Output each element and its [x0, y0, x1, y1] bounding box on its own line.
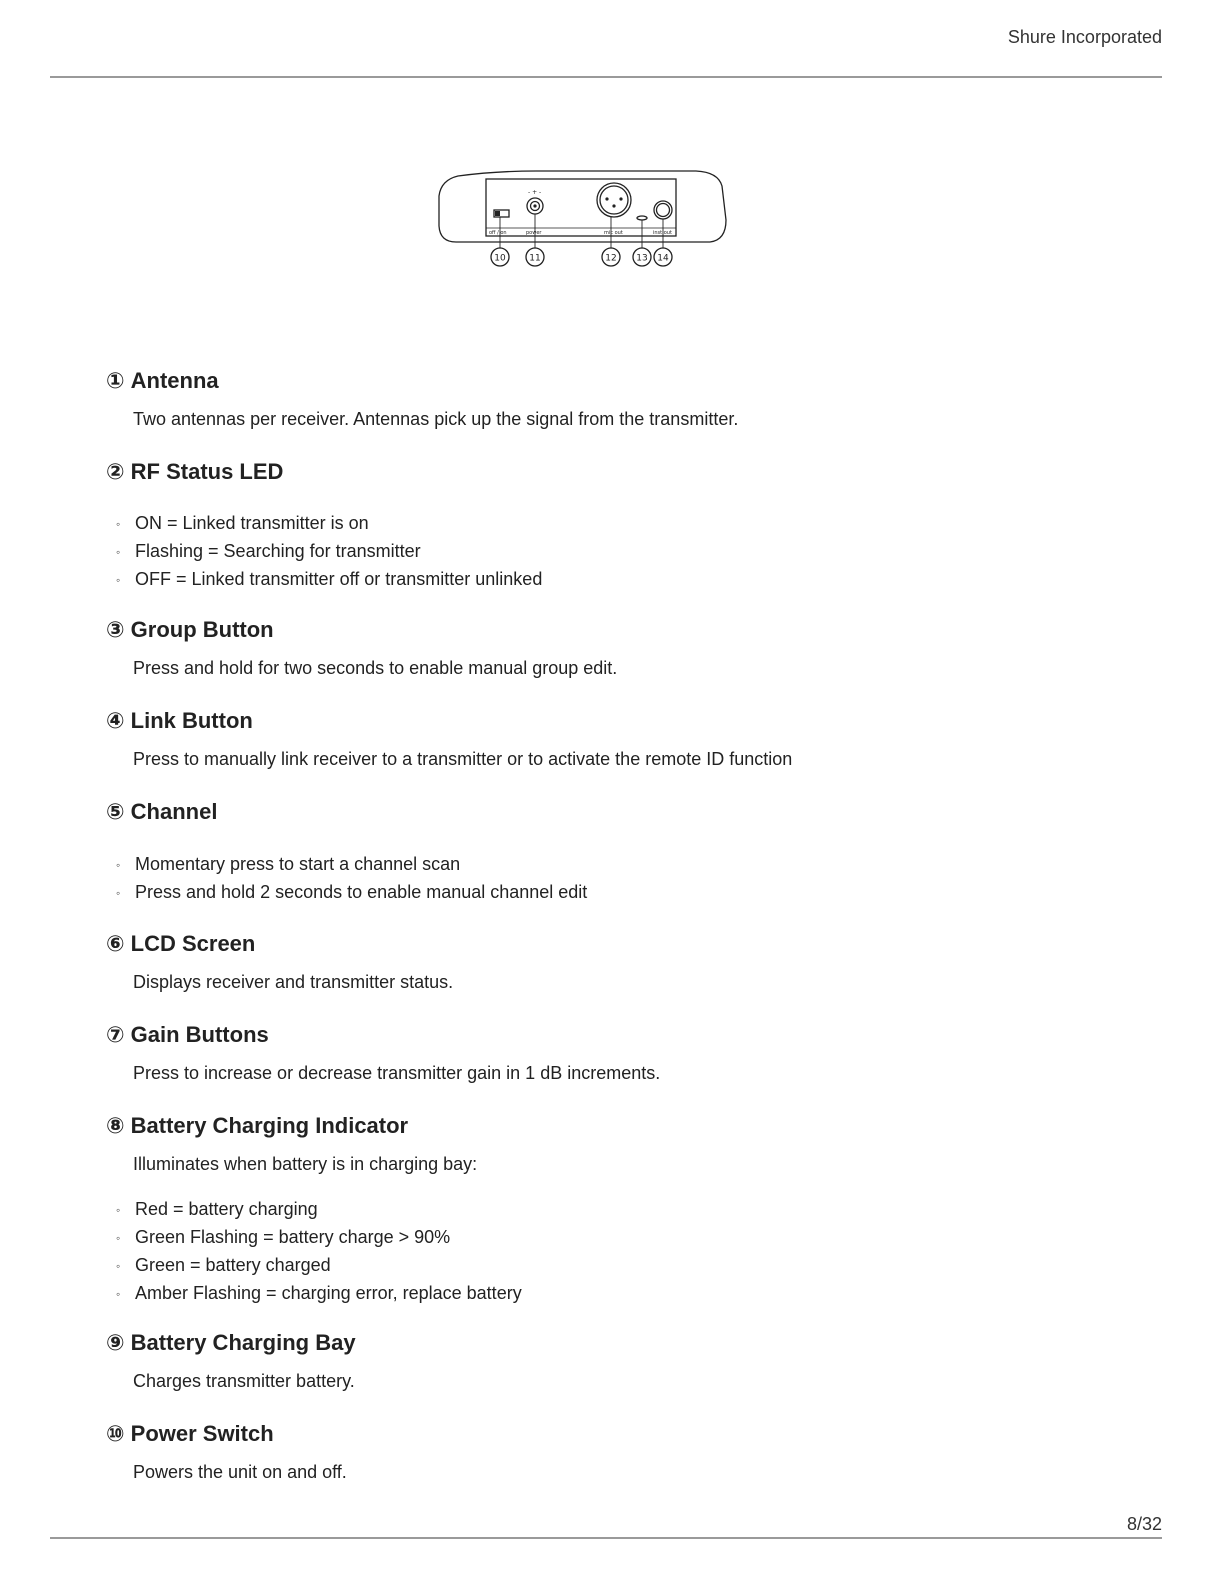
section-heading: [106, 931, 255, 957]
panel-label-power: power: [526, 230, 542, 236]
bullet-icon: ◦: [116, 1259, 121, 1273]
section-antenna: [106, 368, 739, 429]
section-description: Two antennas per receiver. Antennas pick up the signal from the transmitter.: [133, 409, 739, 429]
list-item: ◦ ON = Linked transmitter is on: [116, 510, 542, 538]
section-gain-buttons: [106, 1022, 661, 1083]
section-title-text: Gain Buttons: [130, 1022, 269, 1047]
section-title-text: Power Switch: [130, 1421, 274, 1446]
section-number: ⑦: [106, 1022, 125, 1047]
receiver-rear-panel-figure: [436, 166, 730, 272]
section-number: ⑥: [106, 931, 125, 956]
company-name: Shure Incorporated: [1007, 27, 1162, 47]
bullet-icon: ◦: [116, 1287, 121, 1301]
section-number: ⑤: [106, 799, 125, 824]
list-item: ◦ Red = battery charging: [116, 1196, 522, 1224]
section-heading: [106, 617, 274, 643]
section-lcd-screen: [106, 931, 454, 992]
section-number: ⑩: [106, 1421, 125, 1446]
section-title-text: RF Status LED: [130, 459, 284, 484]
section-title-text: Link Button: [130, 708, 253, 733]
page-number: 8/32: [1126, 1514, 1162, 1534]
section-title-text: Group Button: [130, 617, 274, 642]
section-title-text: Battery Charging Bay: [130, 1330, 356, 1355]
panel-label-off-on: off / on: [489, 230, 507, 236]
bullet-list: [116, 510, 542, 594]
section-heading: [106, 708, 253, 734]
section-description: Illuminates when battery is in charging bay:: [133, 1154, 478, 1174]
bullet-list: [116, 1196, 522, 1308]
section-description: Displays receiver and transmitter status.: [133, 972, 454, 992]
list-item: ◦ Green Flashing = battery charge > 90%: [116, 1224, 522, 1252]
callout-14: 14: [657, 253, 669, 264]
bullet-icon: ◦: [116, 545, 121, 559]
ground-lift-switch-icon: [637, 216, 647, 220]
section-heading: [106, 799, 217, 825]
list-item: ◦ Green = battery charged: [116, 1252, 522, 1280]
bullet-list: [116, 851, 587, 907]
section-description: Charges transmitter battery.: [133, 1371, 355, 1391]
section-number: ②: [106, 459, 125, 484]
section-link-button: [106, 708, 793, 769]
footer-rule: [50, 1537, 1162, 1539]
receiver-body-outline: [439, 171, 726, 242]
list-item: ◦ Momentary press to start a channel scan: [116, 851, 587, 879]
section-description: Powers the unit on and off.: [133, 1462, 347, 1482]
section-group-button: [106, 617, 618, 678]
panel-label-inst-out: inst out: [653, 230, 672, 236]
section-number: ③: [106, 617, 125, 642]
bullet-icon: ◦: [116, 517, 121, 531]
section-heading: [106, 368, 219, 394]
section-title-text: Battery Charging Indicator: [130, 1113, 409, 1138]
callout-10: 10: [494, 253, 506, 264]
section-battery-charging-indicator: [106, 1113, 522, 1303]
section-number: ⑨: [106, 1330, 125, 1355]
section-heading: [106, 1022, 269, 1048]
rear-panel-frame: [486, 179, 676, 236]
bullet-icon: ◦: [116, 1203, 121, 1217]
section-battery-charging-bay: [106, 1330, 356, 1391]
xlr-output-icon: [597, 183, 631, 217]
bullet-icon: ◦: [116, 573, 121, 587]
section-heading: [106, 1113, 408, 1139]
section-heading: [106, 459, 283, 485]
section-power-switch: [106, 1421, 347, 1482]
section-title-text: LCD Screen: [130, 931, 256, 956]
panel-label-mic-out: mic out: [604, 230, 623, 236]
section-description: Press and hold for two seconds to enable manual group edit.: [133, 658, 618, 678]
bullet-icon: ◦: [116, 858, 121, 872]
callout-12: 12: [605, 253, 617, 264]
section-description: Press to increase or decrease transmitter gain in 1 dB increments.: [133, 1063, 661, 1083]
section-number: ①: [106, 368, 125, 393]
section-heading: [106, 1421, 274, 1447]
header-rule: [50, 76, 1162, 78]
svg-text:- + -: - + -: [528, 189, 542, 196]
list-item: ◦ Press and hold 2 seconds to enable manual channel edit: [116, 879, 587, 907]
bullet-icon: ◦: [116, 1231, 121, 1245]
list-item: ◦ Flashing = Searching for transmitter: [116, 538, 542, 566]
section-rf-status-led: [106, 459, 543, 589]
section-description: Press to manually link receiver to a transmitter or to activate the remote ID function: [133, 749, 793, 769]
section-channel: [106, 799, 588, 902]
callout-13: 13: [636, 253, 648, 264]
list-item: ◦ Amber Flashing = charging error, replace battery: [116, 1280, 522, 1308]
section-heading: [106, 1330, 356, 1356]
callout-11: 11: [529, 253, 541, 264]
section-title-text: Channel: [130, 799, 218, 824]
bullet-icon: ◦: [116, 886, 121, 900]
section-number: ④: [106, 708, 125, 733]
section-title-text: Antenna: [130, 368, 219, 393]
section-number: ⑧: [106, 1113, 125, 1138]
list-item: ◦ OFF = Linked transmitter off or transmitter unlinked: [116, 566, 542, 594]
